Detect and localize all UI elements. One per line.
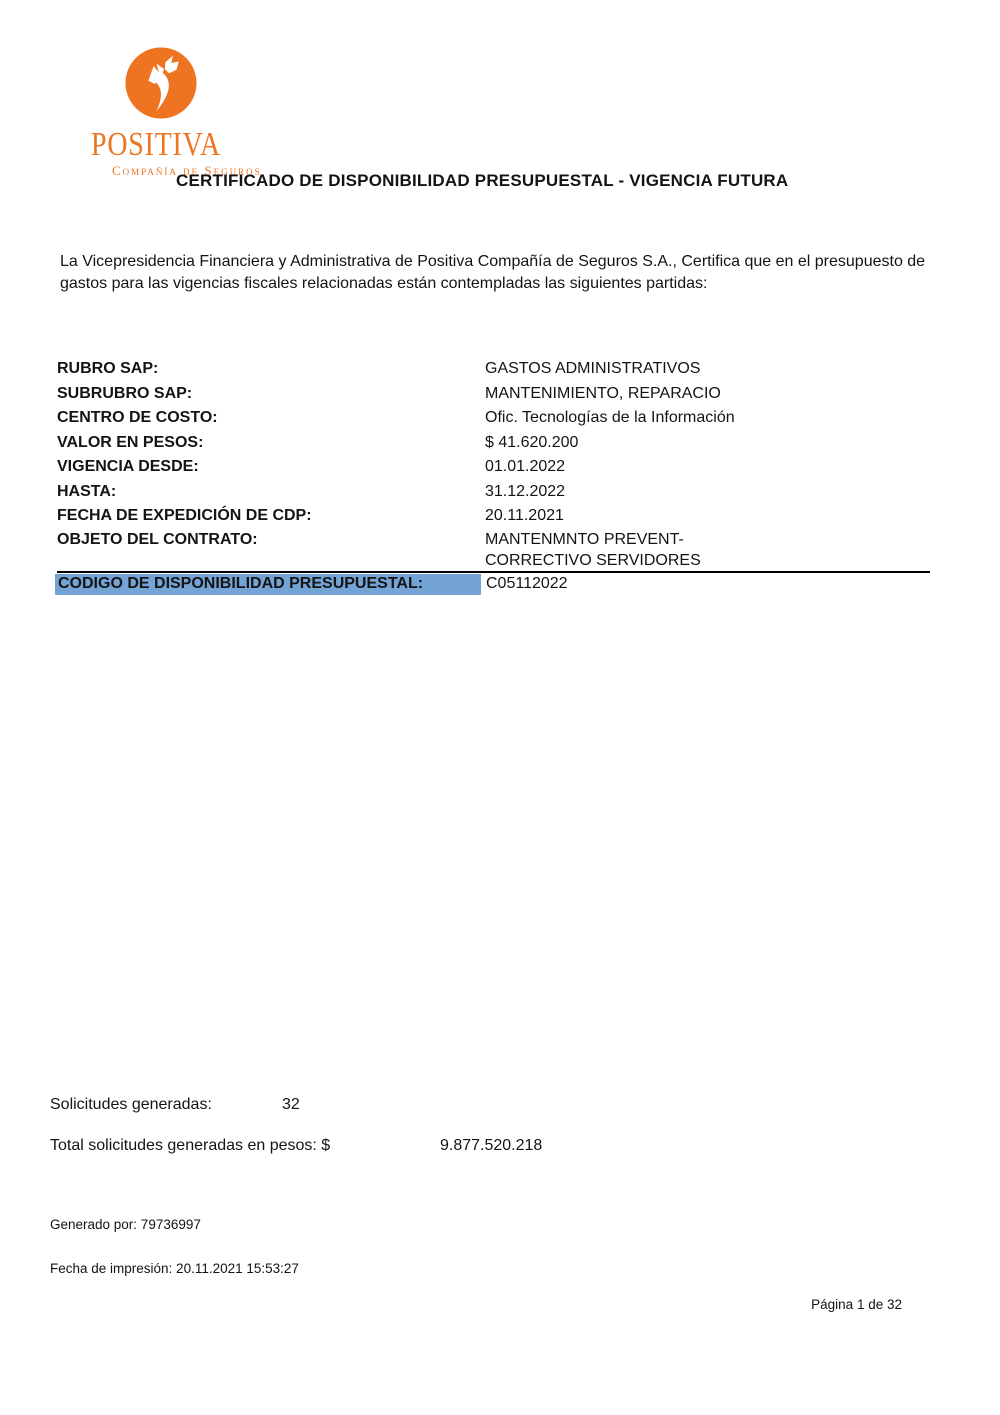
- field-row-valor-en-pesos: [57, 431, 930, 456]
- generated-by: Generado por: 79736997: [50, 1217, 201, 1232]
- field-table: [57, 357, 930, 571]
- field-value: MANTENIMIENTO, REPARACIO: [485, 384, 721, 402]
- logo-tagline: Compañía de Seguros: [112, 163, 262, 178]
- field-label: VALOR EN PESOS:: [57, 433, 204, 451]
- total-value: 9.877.520.218: [440, 1137, 543, 1154]
- page-number: Página 1 de 32: [811, 1297, 902, 1312]
- field-label: VIGENCIA DESDE:: [57, 458, 199, 475]
- intro-paragraph: La Vicepresidencia Financiera y Administrativa de Positiva Compañía de Seguros S.A., Certifica que en el presupuesto de gastos para las vigencias fiscales relacionadas están contempladas las siguientes partidas:: [60, 253, 926, 292]
- field-row-centro-de-costo: [57, 406, 930, 431]
- print-date: Fecha de impresión: 20.11.2021 15:53:27: [50, 1261, 299, 1276]
- field-label: CENTRO DE COSTO:: [57, 409, 218, 426]
- logo-wordmark: POSITIVA: [91, 126, 221, 163]
- field-value: 20.11.2021: [485, 507, 564, 524]
- field-row-rubro-sap: [57, 357, 930, 382]
- field-label: OBJETO DEL CONTRATO:: [57, 530, 258, 548]
- field-label: FECHA DE EXPEDICIÓN DE CDP:: [57, 507, 312, 524]
- field-value: 01.01.2022: [485, 458, 566, 475]
- field-value: 31.12.2022: [485, 482, 566, 500]
- total-label: Total solicitudes generadas en pesos: $: [50, 1137, 331, 1154]
- field-row-fecha-expedicion-cdp: [57, 504, 930, 529]
- total-row: [50, 1137, 543, 1155]
- page-title: CERTIFICADO DE DISPONIBILIDAD PRESUPUESTAL - VIGENCIA FUTURA: [176, 171, 789, 190]
- solicitudes-label: Solicitudes generadas:: [50, 1096, 212, 1113]
- cdp-label: CODIGO DE DISPONIBILIDAD PRESUPUESTAL:: [55, 574, 481, 595]
- solicitudes-value: 32: [282, 1096, 300, 1113]
- field-label: RUBRO SAP:: [57, 360, 159, 377]
- field-value: $ 41.620.200: [485, 433, 579, 451]
- field-row-subrubro-sap: [57, 382, 930, 407]
- cdp-row: [55, 574, 568, 595]
- cdp-value: C05112022: [486, 575, 568, 592]
- positiva-logo-icon: [124, 46, 198, 120]
- divider-line: [57, 571, 930, 573]
- field-value: Ofic. Tecnologías de la Información: [485, 409, 735, 426]
- field-value: GASTOS ADMINISTRATIVOS: [485, 360, 701, 377]
- field-label: SUBRUBRO SAP:: [57, 384, 193, 402]
- field-label: HASTA:: [57, 482, 117, 500]
- solicitudes-row: [50, 1096, 300, 1114]
- field-row-objeto-del-contrato: [57, 529, 930, 571]
- field-row-vigencia-desde: [57, 455, 930, 480]
- field-row-hasta: [57, 480, 930, 505]
- field-value: MANTENMNTO PREVENT-CORRECTIVO SERVIDORES: [485, 530, 701, 569]
